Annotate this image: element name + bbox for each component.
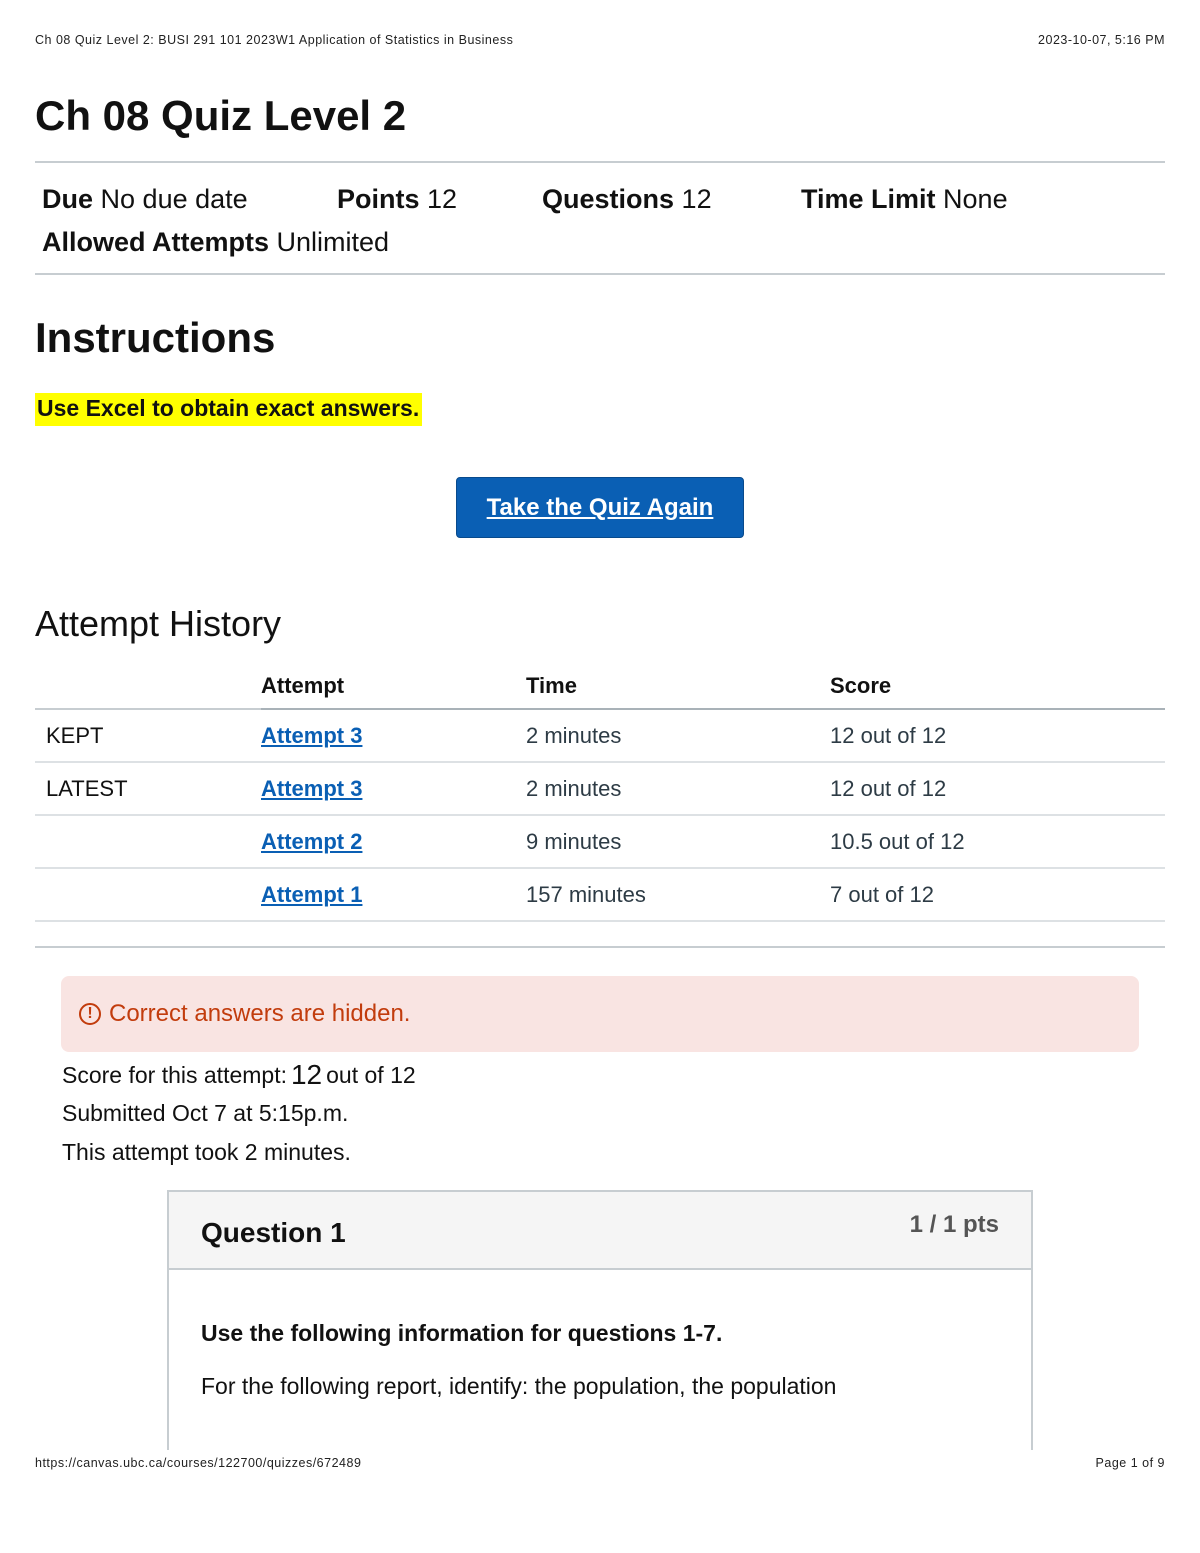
time-limit-label: Time Limit <box>801 184 936 214</box>
correct-answers-hidden-alert <box>61 976 1139 1052</box>
question-text: For the following report, identify: the population, the population <box>201 1373 837 1399</box>
row-label <box>35 815 261 868</box>
attempt-link[interactable]: Attempt 3 <box>261 775 363 801</box>
attempt-score-line <box>62 1056 416 1095</box>
divider <box>35 946 1165 948</box>
question-points: 1 / 1 pts <box>909 1211 999 1238</box>
attempt-score: 10.5 out of 12 <box>830 815 1165 868</box>
question-title: Question 1 <box>201 1217 346 1248</box>
due-field <box>42 184 337 215</box>
attempt-time: 157 minutes <box>526 868 830 921</box>
attempt-time: 2 minutes <box>526 762 830 815</box>
attempt-time: 2 minutes <box>526 709 830 762</box>
due-value: No due date <box>100 184 248 214</box>
attempt-score: 12 out of 12 <box>830 762 1165 815</box>
attempts-value: Unlimited <box>276 227 390 257</box>
table-row <box>35 868 1165 921</box>
row-label: LATEST <box>35 762 261 815</box>
attempt-link[interactable]: Attempt 2 <box>261 828 363 854</box>
print-datetime: 2023-10-07, 5:16 PM <box>1038 33 1165 47</box>
take-quiz-again-button[interactable]: Take the Quiz Again <box>456 477 744 538</box>
divider <box>35 273 1165 275</box>
column-header-time: Time <box>526 664 830 709</box>
print-page-title: Ch 08 Quiz Level 2: BUSI 291 101 2023W1 Application of Statistics in Business <box>35 33 514 47</box>
column-header-label <box>35 664 261 709</box>
table-row <box>35 709 1165 762</box>
points-field <box>337 184 542 215</box>
submitted-line: Submitted Oct 7 at 5:15p.m. <box>62 1100 349 1127</box>
alert-text: Correct answers are hidden. <box>109 1000 411 1027</box>
question-header <box>169 1192 1031 1270</box>
score-prefix: Score for this attempt: <box>62 1061 287 1088</box>
instructions-highlight: Use Excel to obtain exact answers. <box>35 393 422 426</box>
time-limit-value: None <box>943 184 1008 214</box>
attempt-link[interactable]: Attempt 3 <box>261 722 363 748</box>
attempt-history-table <box>35 664 1165 922</box>
attempts-field <box>42 227 389 258</box>
table-header-row <box>35 664 1165 709</box>
attempt-summary <box>62 1056 416 1172</box>
questions-field <box>542 184 801 215</box>
column-header-attempt: Attempt <box>261 664 526 709</box>
row-label: KEPT <box>35 709 261 762</box>
print-page-number: Page 1 of 9 <box>1095 1456 1165 1470</box>
points-value: 12 <box>427 184 458 214</box>
attempt-score: 12 out of 12 <box>830 709 1165 762</box>
divider <box>35 161 1165 163</box>
attempts-label: Allowed Attempts <box>42 227 270 257</box>
page-title: Ch 08 Quiz Level 2 <box>35 92 407 139</box>
questions-value: 12 <box>681 184 712 214</box>
question-card <box>167 1190 1033 1450</box>
questions-label: Questions <box>542 184 675 214</box>
attempt-time: 9 minutes <box>526 815 830 868</box>
attempt-score: 7 out of 12 <box>830 868 1165 921</box>
table-row <box>35 815 1165 868</box>
table-row <box>35 762 1165 815</box>
duration-line: This attempt took 2 minutes. <box>62 1138 351 1165</box>
row-label <box>35 868 261 921</box>
score-suffix: out of 12 <box>326 1061 416 1088</box>
score-value: 12 <box>290 1059 323 1091</box>
print-header <box>35 33 1165 47</box>
exclamation-circle-icon: ! <box>79 1003 101 1025</box>
question-body <box>169 1320 1031 1400</box>
instructions-title: Instructions <box>35 314 276 361</box>
column-header-score: Score <box>830 664 1165 709</box>
attempt-link[interactable]: Attempt 1 <box>261 881 363 907</box>
quiz-meta <box>42 178 1008 264</box>
print-footer <box>35 1456 1165 1470</box>
points-label: Points <box>337 184 420 214</box>
time-limit-field <box>801 184 1008 215</box>
attempt-history-title: Attempt History <box>35 603 282 644</box>
question-intro: Use the following information for questions 1-7. <box>201 1320 723 1346</box>
print-url: https://canvas.ubc.ca/courses/122700/quizzes/672489 <box>35 1456 362 1470</box>
due-label: Due <box>42 184 94 214</box>
